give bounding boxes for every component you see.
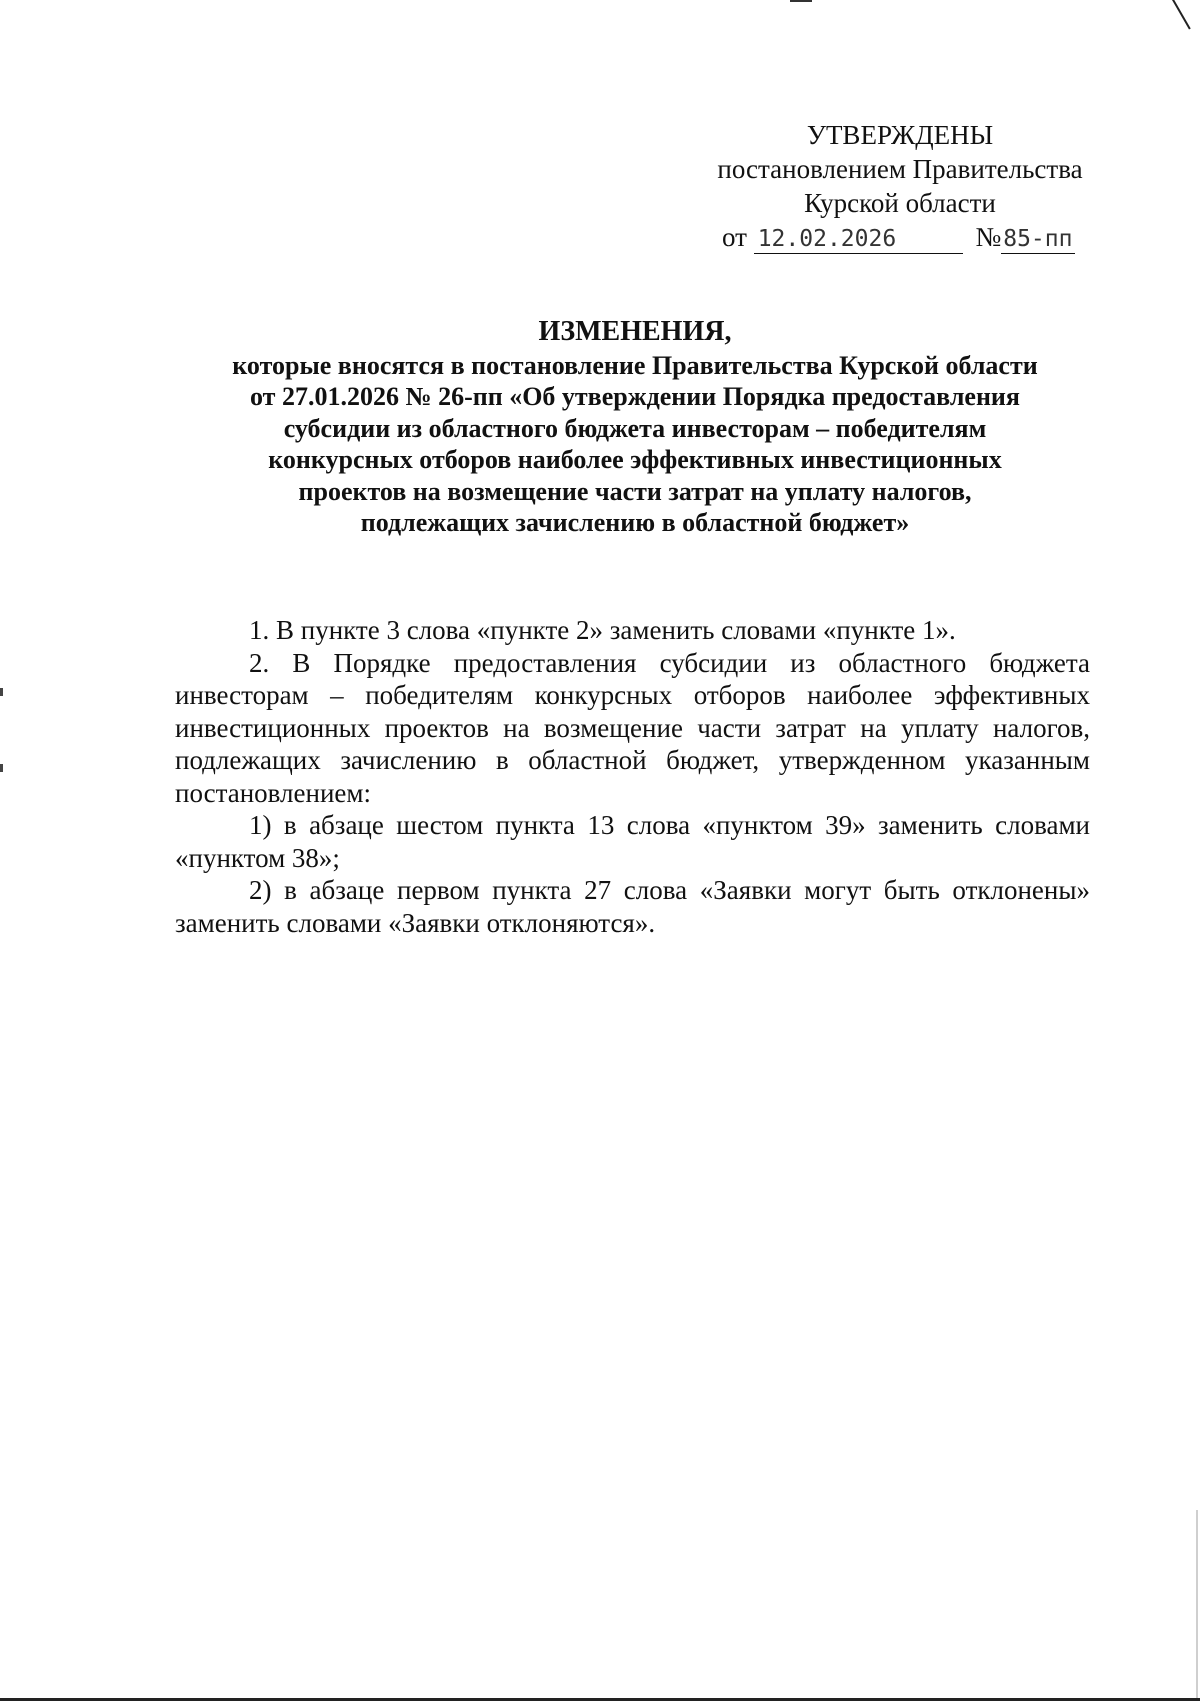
scan-artifact-right-edge	[1196, 1510, 1198, 1700]
approval-line-1: постановлением Правительства	[717, 154, 1083, 184]
body-paragraph: 1) в абзаце шестом пункта 13 слова «пунктом 39» заменить словами «пунктом 38»;	[175, 810, 1090, 873]
approval-date: 12.02.2026	[754, 225, 963, 254]
approval-block	[700, 118, 1100, 254]
approval-number: 85-пп	[1001, 225, 1075, 254]
heading-line: подлежащих зачислению в областной бюджет»	[360, 508, 910, 537]
number-label: №	[975, 222, 1002, 252]
document-body	[175, 614, 1090, 939]
heading-line: от 27.01.2026 № 26-пп «Об утверждении Порядка предоставления	[250, 382, 1020, 411]
scan-artifact-left-tick	[0, 764, 3, 772]
document-heading	[150, 316, 1120, 539]
heading-line: конкурсных отборов наиболее эффективных инвестиционных	[268, 445, 1002, 474]
approval-title: УТВЕРЖДЕНЫ	[806, 120, 994, 150]
heading-line: которые вносятся в постановление Правительства Курской области	[232, 350, 1038, 380]
scan-artifact-left-tick	[0, 688, 3, 696]
heading-line: проектов на возмещение части затрат на уплату налогов,	[298, 476, 972, 506]
approval-line-2: Курской области	[804, 188, 996, 218]
scan-artifact-top	[790, 0, 812, 2]
body-paragraph: 2) в абзаце первом пункта 27 слова «Заявки могут быть отклонены» заменить словами «Заявки отклоняются».	[175, 875, 1090, 938]
body-paragraph: 2. В Порядке предоставления субсидии из областного бюджета инвесторам – победителям конкурсных отборов наиболее эффективных инвестиционных проектов на возмещение части затрат на уплату налогов, подлежащих зачислению в областной бюджет, утвержденном указанным постановлением:	[175, 647, 1090, 808]
heading-line: субсидии из областного бюджета инвесторам – победителям	[283, 413, 987, 443]
body-paragraph: 1. В пункте 3 слова «пункте 2» заменить словами «пункте 1».	[249, 615, 956, 645]
approval-date-line	[700, 220, 1100, 254]
scan-artifact-corner	[1172, 0, 1191, 29]
heading-title: ИЗМЕНЕНИЯ,	[538, 316, 732, 347]
from-label: от	[722, 222, 747, 252]
scan-artifact-bottom-line	[0, 1698, 1200, 1701]
